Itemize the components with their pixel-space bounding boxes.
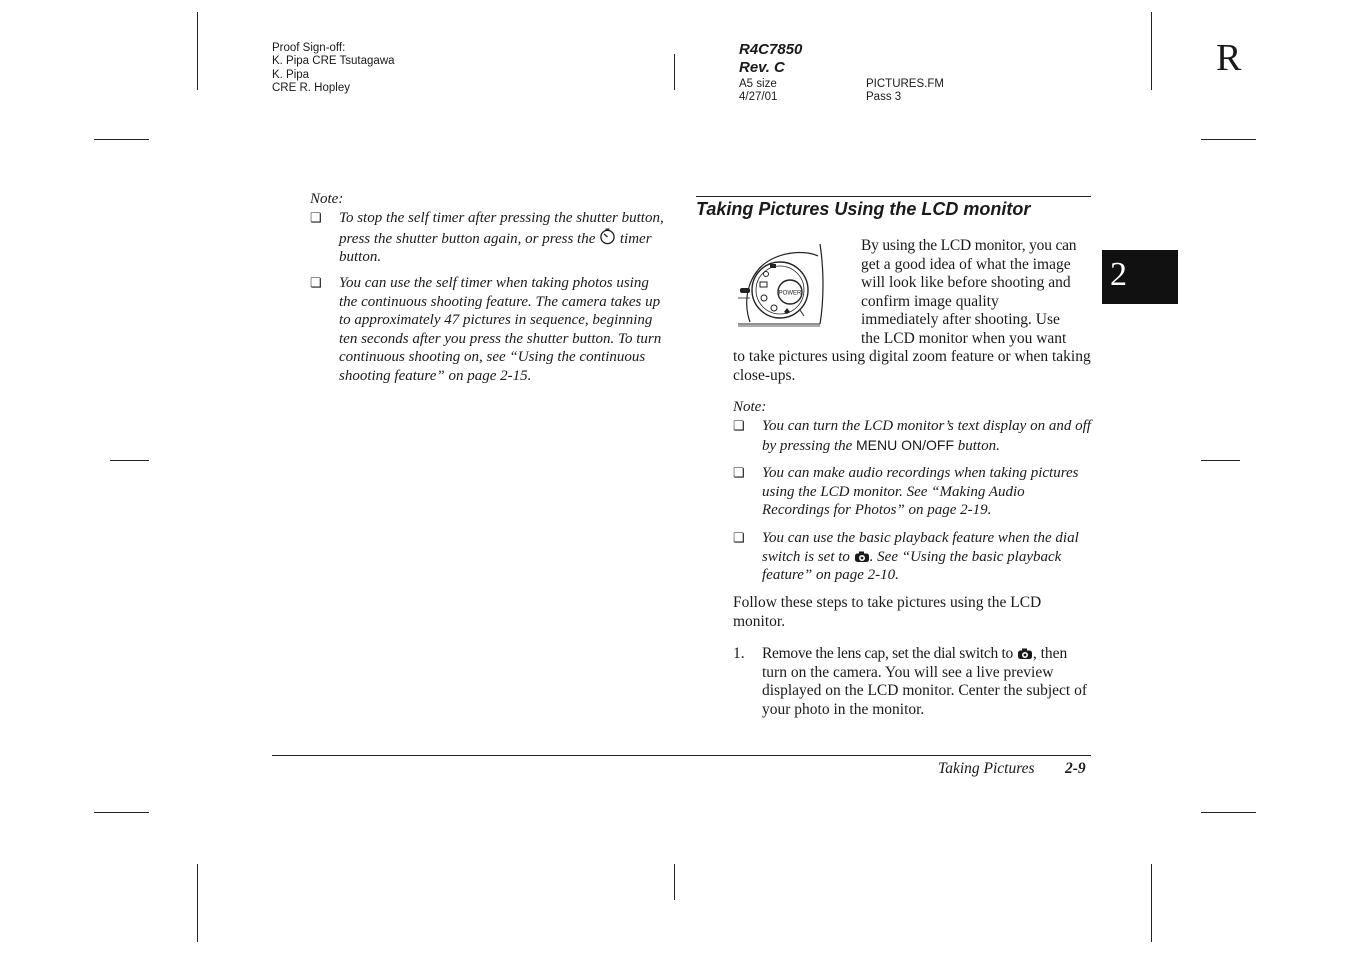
- camera-dial-illustration: [734, 240, 826, 330]
- bullet-box-icon: ❏: [310, 210, 322, 225]
- proof-signoff: [272, 42, 395, 95]
- dial-power-label: POWER: [778, 290, 802, 297]
- intro-paragraph: [861, 237, 1093, 348]
- intro-line: immediately after shooting. Use: [861, 311, 1060, 328]
- intro-line: confirm image quality: [861, 292, 999, 310]
- file-name: PICTURES.FM: [866, 78, 944, 90]
- proof-line: CRE R. Hopley: [272, 81, 350, 94]
- crop-mark: [1201, 139, 1256, 140]
- step-text: , then turn on the camera. You will see a live preview displayed on the LCD monitor. Center the subject of your photo in the monitor.: [762, 645, 1088, 718]
- bullet-box-icon: ❏: [310, 275, 322, 290]
- footer-rule: [272, 755, 1091, 756]
- proof-line: K. Pipa CRE Tsutagawa: [272, 55, 395, 68]
- crop-mark: [1201, 812, 1256, 813]
- pass-number: Pass 3: [866, 91, 902, 104]
- bullet-box-icon: ❏: [733, 418, 745, 433]
- crop-mark: [94, 139, 149, 140]
- intro-line: get a good idea of what the image: [861, 255, 1071, 273]
- corner-letter: R: [1216, 37, 1242, 79]
- proof-line: K. Pipa: [272, 68, 310, 81]
- note-bullet-audio: You can make audio recordings when taking pictures using the LCD monitor. See “Making Audio Recordings for Photos” on page 2-19.: [762, 465, 1079, 518]
- document-info: [739, 41, 802, 77]
- bullet-box-icon: ❏: [733, 530, 745, 545]
- chapter-number: 2: [1110, 256, 1127, 293]
- step-number: 1.: [733, 645, 745, 662]
- note-text: You can turn the LCD monitor’s text display on and off by pressing the: [762, 418, 1091, 454]
- note-bullet-playback: [762, 529, 1092, 585]
- note-text: . See “Using the basic playback feature” on page 2-10.: [762, 548, 1062, 583]
- section-title: Taking Pictures Using the LCD monitor: [696, 199, 1031, 219]
- self-timer-icon: [599, 228, 616, 245]
- proof-line: Proof Sign-off:: [272, 42, 346, 54]
- note-text: To stop the self timer after pressing the shutter button, press the shutter button again, or press the: [339, 210, 664, 247]
- crop-mark: [674, 54, 675, 90]
- crop-mark: [1151, 864, 1152, 942]
- print-date: 4/27/01: [739, 91, 778, 104]
- crop-mark: [674, 864, 675, 900]
- intro-line: the LCD monitor when you want: [861, 329, 1067, 347]
- note-label: Note:: [310, 191, 344, 207]
- note-bullet-text-display: [762, 417, 1092, 455]
- note-bullet-continuous: You can use the self timer when taking photos using the continuous shooting feature. The camera takes up to approximately 47 pictures in sequence, beginning ten seconds after you press the shutter button. To turn continuous shooting on, see “Using the continuous shooting feature” on page 2-15.: [339, 275, 662, 384]
- crop-mark: [197, 12, 198, 90]
- model-number: R4C7850: [739, 41, 803, 58]
- note-text: You can use the basic playback feature when the dial switch is set to: [762, 530, 1079, 565]
- camera-mode-icon: [1017, 648, 1033, 660]
- section-rule: [696, 196, 1091, 197]
- intro-line: will look like before shooting and: [861, 274, 1071, 291]
- step-1: [762, 645, 1092, 719]
- crop-mark: [94, 812, 149, 813]
- menu-on-off-key: MENU ON/OFF: [856, 436, 955, 453]
- crop-mark: [110, 460, 149, 461]
- intro-line: By using the LCD monitor, you can: [861, 237, 1077, 254]
- note-bullet-self-timer: [339, 209, 669, 267]
- chapter-tab: [1102, 250, 1178, 304]
- crop-mark: [1151, 12, 1152, 90]
- crop-mark: [1201, 460, 1240, 461]
- note-text: timer button.: [339, 230, 652, 265]
- paper-size: A5 size: [739, 78, 777, 90]
- file-pass: [866, 78, 944, 105]
- intro-paragraph-continued: to take pictures using digital zoom feature or when taking close-ups.: [733, 348, 1091, 384]
- crop-mark: [197, 864, 198, 942]
- page-number: 2-9: [1065, 760, 1086, 777]
- footer-section: Taking Pictures: [938, 760, 1035, 777]
- note-label: Note:: [733, 399, 767, 415]
- bullet-box-icon: ❏: [733, 465, 745, 480]
- step-text: Remove the lens cap, set the dial switch to: [762, 645, 1013, 662]
- steps-intro: Follow these steps to take pictures using the LCD monitor.: [733, 594, 1042, 630]
- note-text: button.: [957, 437, 1000, 454]
- playback-camera-icon: [854, 551, 870, 563]
- size-date: [739, 78, 777, 105]
- revision: Rev. C: [739, 59, 785, 76]
